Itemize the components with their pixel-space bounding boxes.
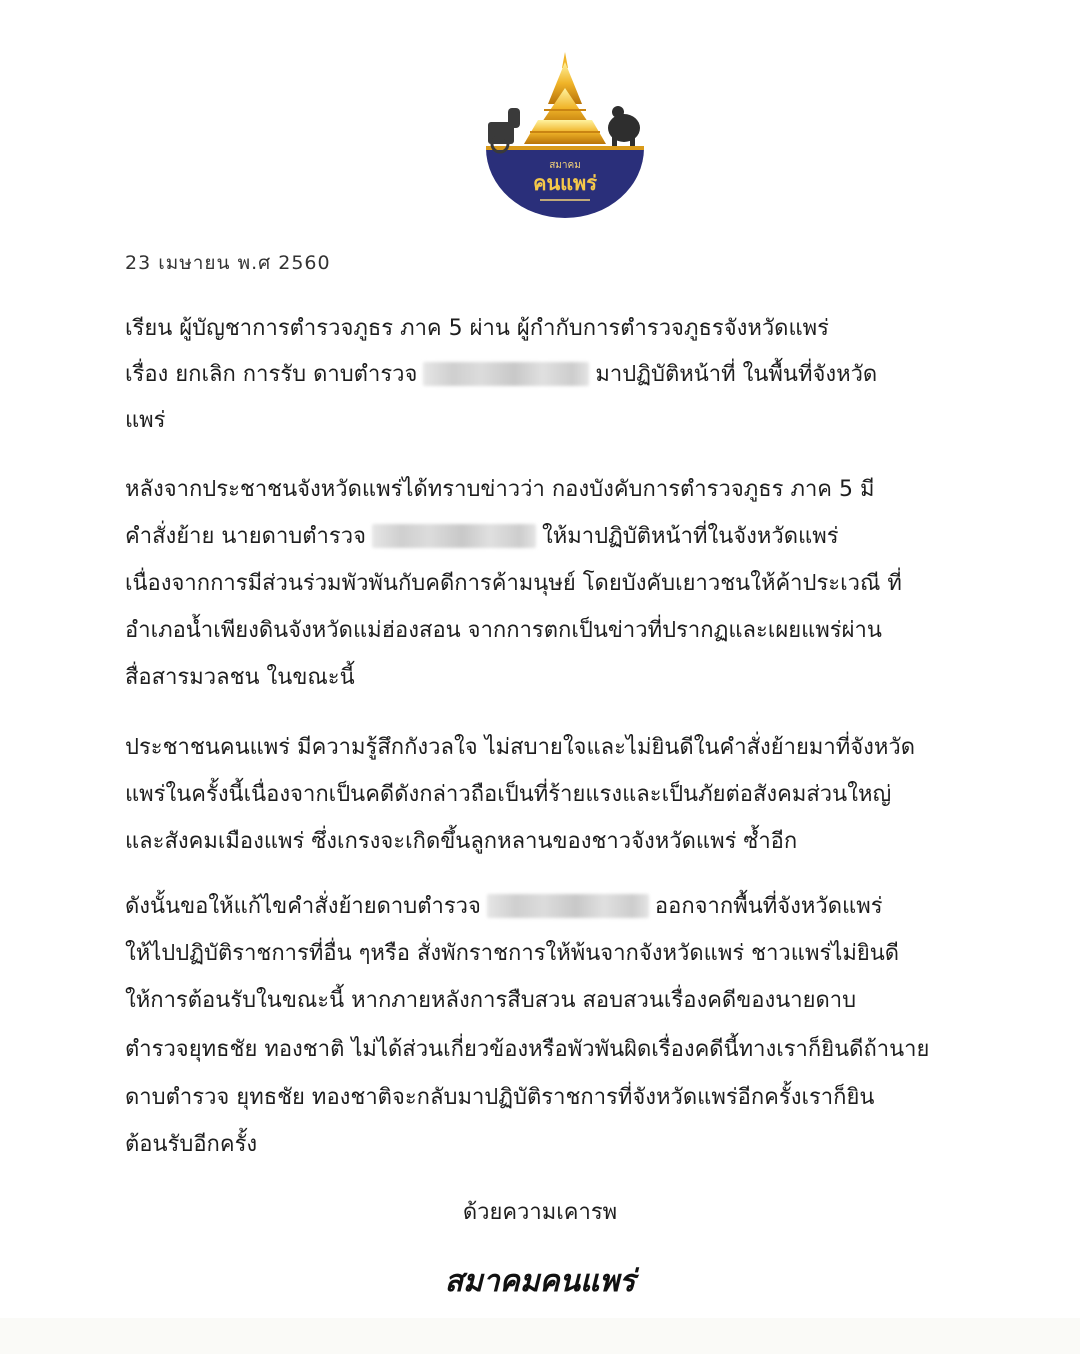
p3-text-b: ออกจากพื้นที่จังหวัดแพร่ xyxy=(654,894,883,919)
elephant-icon xyxy=(608,106,640,146)
paragraph-3-line-3: ให้การต้อนรับในขณะนี้ หากภายหลังการสืบสวน สอบสวนเรื่องคดีของนายดาบ xyxy=(125,988,857,1013)
signature: สมาคมคนแพร่ xyxy=(444,1264,636,1299)
paragraph-2-line-3: และสังคมเมืองแพร่ ซึ่งเกรงจะเกิดขึ้นลูกหลานของชาวจังหวัดแพร่ ซ้ำอีก xyxy=(125,829,798,854)
paragraph-3-line-2: ให้ไปปฏิบัติราชการที่อื่น ๆหรือ สั่งพักราชการให้พ้นจากจังหวัดแพร่ ชาวแพร่ไม่ยินดี xyxy=(125,941,900,966)
paragraph-1-line-3: เนื่องจากการมีส่วนร่วมพัวพันกับคดีการค้ามนุษย์ โดยบังคับเยาวชนให้ค้าประเวณี ที่ xyxy=(125,571,902,596)
subject-text-b: มาปฏิบัติหน้าที่ ในพื้นที่จังหวัด xyxy=(595,362,878,387)
paragraph-3-line-5: ดาบตำรวจ ยุทธชัย ทองชาติจะกลับมาปฏิบัติราชการที่จังหวัดแพร่อีกครั้งเราก็ยิน xyxy=(125,1085,875,1110)
letter-date: 23 เมษายน พ.ศ 2560 xyxy=(125,252,331,274)
paragraph-3-line-6: ต้อนรับอีกครั้ง xyxy=(125,1132,258,1157)
logo-label-top: สมาคม xyxy=(549,160,581,171)
p1-text-a: คำสั่งย้าย นายดาบตำรวจ xyxy=(125,524,366,549)
redacted-name xyxy=(372,524,536,548)
paragraph-1-line-4: อำเภอน้ำเพียงดินจังหวัดแม่ฮ่องสอน จากการตกเป็นข่าวที่ปรากฏและเผยแพร่ผ่าน xyxy=(125,618,882,643)
paragraph-2-line-2: แพร่ในครั้งนี้เนื่องจากเป็นคดีดังกล่าวถือเป็นที่ร้ายแรงและเป็นภัยต่อสังคมส่วนใหญ่ xyxy=(125,782,892,807)
logo-label-main: คนแพร่ xyxy=(533,171,597,195)
bottom-margin xyxy=(0,1318,1080,1354)
cart-icon xyxy=(488,108,520,152)
subject-text-a: เรื่อง ยกเลิก การรับ ดาบตำรวจ xyxy=(125,362,418,387)
recipient-line: เรียน ผู้บัญชาการตำรวจภูธร ภาค 5 ผ่าน ผู้กำกับการตำรวจภูธรจังหวัดแพร่ xyxy=(125,316,829,341)
subject-line xyxy=(125,360,955,390)
p1-text-b: ให้มาปฏิบัติหน้าที่ในจังหวัดแพร่ xyxy=(541,524,839,549)
paragraph-1-line-1: หลังจากประชาชนจังหวัดแพร่ได้ทราบข่าวว่า กองบังคับการตำรวจภูธร ภาค 5 มี xyxy=(125,477,875,502)
paragraph-1-line-5: สื่อสารมวลชน ในขณะนี้ xyxy=(125,665,355,690)
redacted-name xyxy=(423,362,589,386)
p3-text-a: ดังนั้นขอให้แก้ไขคำสั่งย้ายดาบตำรวจ xyxy=(125,894,481,919)
pagoda-icon xyxy=(524,52,606,144)
paragraph-3-line-4: ตำรวจยุทธชัย ทองชาติ ไม่ได้ส่วนเกี่ยวข้องหรือพัวพันผิดเรื่องคดีนี้ทางเราก็ยินดีถ้านาย xyxy=(125,1037,930,1062)
redacted-name xyxy=(487,894,649,918)
association-logo xyxy=(478,48,652,220)
closing-salutation: ด้วยความเคารพ xyxy=(462,1200,618,1225)
subject-line-cont: แพร่ xyxy=(125,408,166,433)
paragraph-1-line-2 xyxy=(125,522,955,552)
paragraph-2-line-1: ประชาชนคนแพร่ มีความรู้สึกกังวลใจ ไม่สบายใจและไม่ยินดีในคำสั่งย้ายมาที่จังหวัด xyxy=(125,735,916,760)
paragraph-3-line-1 xyxy=(125,892,955,922)
